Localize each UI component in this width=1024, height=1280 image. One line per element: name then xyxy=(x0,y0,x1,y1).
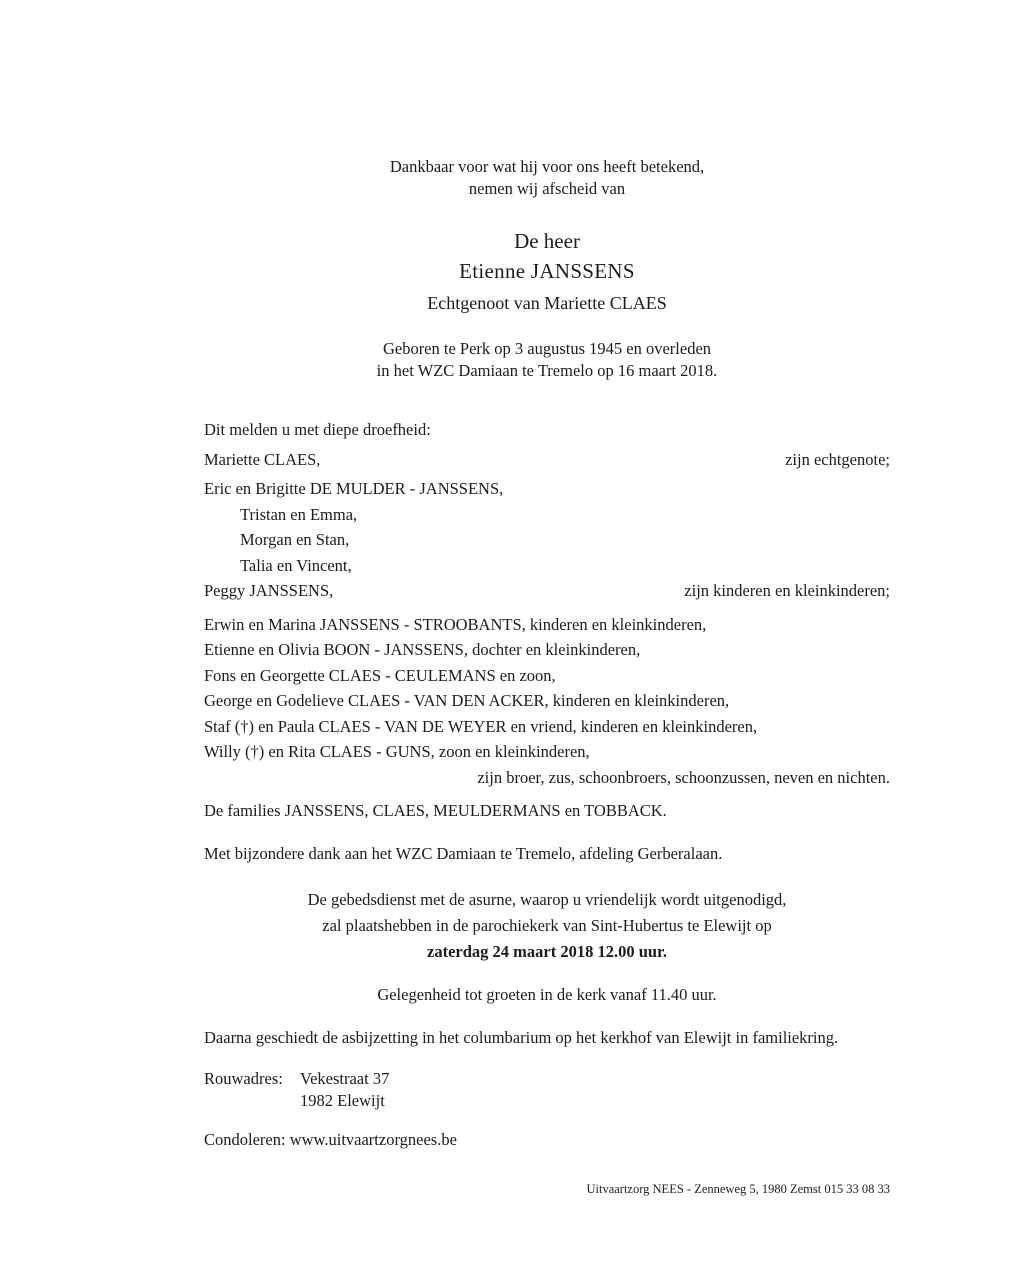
birth-line-2: in het WZC Damiaan te Tremelo op 16 maart 2018. xyxy=(376,361,718,380)
intro-line-2: nemen wij afscheid van xyxy=(468,179,626,198)
thanks-line: Met bijzondere dank aan het WZC Damiaan te Tremelo, afdeling Gerberalaan. xyxy=(204,844,723,863)
relative-line: Fons en Georgette CLAES - CEULEMANS en zoon, xyxy=(204,665,556,685)
birth-line-1: Geboren te Perk op 3 augustus 1945 en overleden xyxy=(382,339,712,358)
mourning-address-street: Vekestraat 37 xyxy=(300,1069,390,1088)
service-block xyxy=(204,887,890,965)
service-line-1: De gebedsdienst met de asurne, waarop u vriendelijk wordt uitgenodigd, xyxy=(307,890,787,909)
burial-line: Daarna geschiedt de asbijzetting in het columbarium op het kerkhof van Elewijt in familiekring. xyxy=(204,1028,839,1047)
grandchild-line: Talia en Vincent, xyxy=(240,555,352,575)
relative-line: Willy (†) en Rita CLAES - GUNS, zoon en kleinkinderen, xyxy=(204,742,590,761)
child-row xyxy=(204,578,890,604)
mourning-address-block xyxy=(204,1068,890,1111)
greeting-line: Gelegenheid tot groeten in de kerk vanaf 11.40 uur. xyxy=(377,985,717,1004)
relative-line: Erwin en Marina JANSSENS - STROOBANTS, kinderen en kleinkinderen, xyxy=(204,614,707,634)
relative-line: Etienne en Olivia BOON - JANSSENS, dochter en kleinkinderen, xyxy=(204,640,641,659)
funeral-home-footer: Uitvaartzorg NEES - Zenneweg 5, 1980 Zemst 015 33 08 33 xyxy=(586,1182,890,1196)
relative-line: George en Godelieve CLAES - VAN DEN ACKER, kinderen en kleinkinderen, xyxy=(204,691,730,710)
grandchild-line: Morgan en Stan, xyxy=(240,530,350,549)
spouse-line: Echtgenoot van Mariette CLAES xyxy=(427,293,667,313)
intro-line-1: Dankbaar voor wat hij voor ons heeft betekend, xyxy=(389,157,705,176)
deceased-name: Etienne JANSSENS xyxy=(459,259,635,283)
mourning-address-lines xyxy=(300,1068,389,1111)
service-datetime: zaterdag 24 maart 2018 12.00 uur. xyxy=(427,942,667,961)
birth-death-block xyxy=(204,338,890,382)
children-relation: zijn kinderen en kleinkinderen; xyxy=(684,581,890,600)
announcement-lead: Dit melden u met diepe droefheid: xyxy=(204,420,431,439)
mourning-address-label: Rouwadres: xyxy=(204,1069,283,1088)
children-block xyxy=(204,476,890,604)
wife-row xyxy=(204,450,890,470)
grandchild-line: Tristan en Emma, xyxy=(240,504,358,524)
condolences-line: Condoleren: www.uitvaartzorgnees.be xyxy=(204,1130,457,1149)
wife-relation: zijn echtgenote; xyxy=(785,450,890,469)
relatives-relation: zijn broer, zus, schoonbroers, schoonzussen, neven en nichten. xyxy=(477,767,890,787)
deceased-salutation: De heer xyxy=(514,229,580,253)
relative-line: Staf (†) en Paula CLAES - VAN DE WEYER en vriend, kinderen en kleinkinderen, xyxy=(204,716,758,736)
relatives-block xyxy=(204,612,890,791)
child-name: Peggy JANSSENS, xyxy=(204,581,334,600)
wife-name: Mariette CLAES, xyxy=(204,450,321,469)
intro-block xyxy=(204,156,890,200)
families-line: De families JANSSENS, CLAES, MEULDERMANS en TOBBACK. xyxy=(204,801,667,820)
child-line: Eric en Brigitte DE MULDER - JANSSENS, xyxy=(204,479,504,498)
service-line-2: zal plaatshebben in de parochiekerk van Sint-Hubertus te Elewijt op xyxy=(322,916,772,935)
mourning-address-city: 1982 Elewijt xyxy=(300,1090,385,1110)
